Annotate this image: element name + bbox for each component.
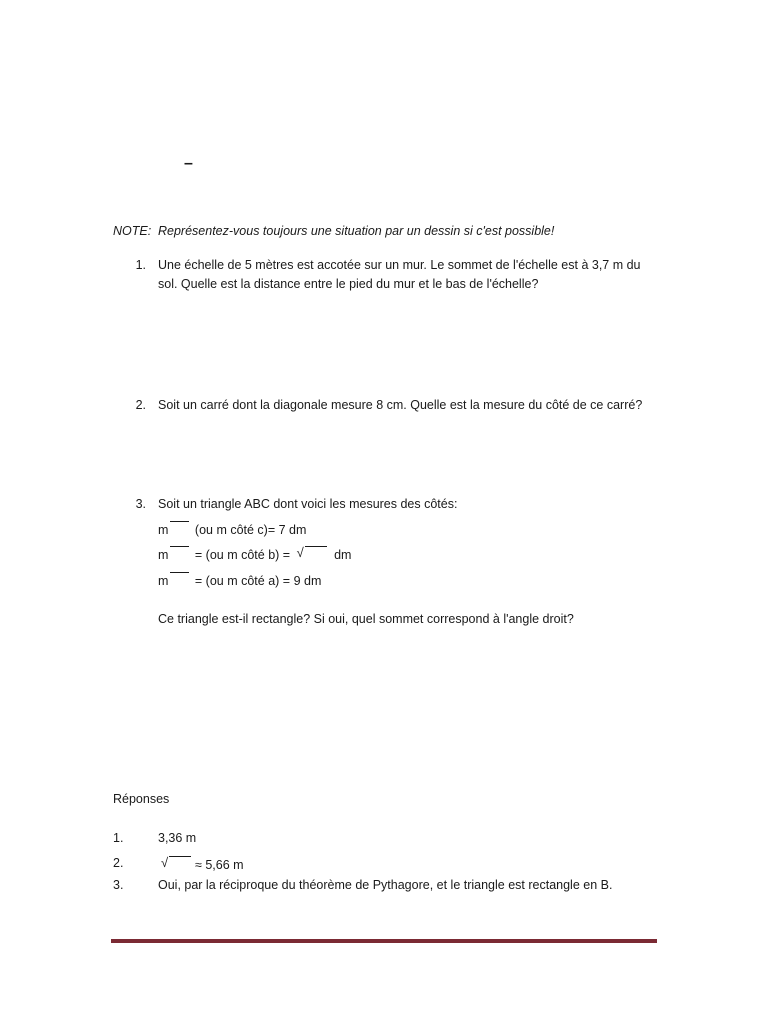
measure-text: = (ou m côté b) =	[194, 548, 291, 562]
answer-1-number: 1.	[113, 831, 124, 845]
question-3-number: 3.	[135, 497, 146, 511]
note-label: NOTE:	[113, 224, 152, 238]
measure-prefix: m	[158, 548, 169, 562]
question-1-line-1: Une échelle de 5 mètres est accotée sur un mur. Le sommet de l'échelle est à 3,7 m du	[158, 258, 641, 272]
answer-2-number: 2.	[113, 856, 124, 870]
note-text: Représentez-vous toujours une situation par un dessin si c'est possible!	[158, 224, 555, 238]
question-3-intro: Soit un triangle ABC dont voici les mesures des côtés:	[158, 497, 458, 511]
measure-unit: dm	[334, 548, 352, 562]
answer-3-number: 3.	[113, 878, 124, 892]
measure-prefix: m	[158, 523, 169, 537]
answer-3-text: Oui, par la réciproque du théorème de Pythagore, et le triangle est rectangle en B.	[158, 878, 613, 892]
measure-side-b	[158, 546, 351, 562]
footer-rule	[111, 939, 657, 943]
question-1-number: 1.	[135, 258, 146, 272]
answers-title: Réponses	[113, 792, 170, 806]
measure-side-a	[158, 572, 321, 588]
square-root-symbol: √	[297, 546, 327, 562]
question-1-line-2: sol. Quelle est la distance entre le pied du mur et le bas de l'échelle?	[158, 277, 539, 291]
segment-overline	[170, 572, 189, 583]
answer-2-content	[158, 856, 244, 872]
answer-2-text: ≈ 5,66 m	[195, 858, 244, 872]
measure-side-c	[158, 521, 306, 537]
measure-text: = (ou m côté a) = 9 dm	[194, 574, 322, 588]
measure-prefix: m	[158, 574, 169, 588]
square-root-symbol: √	[161, 856, 191, 872]
segment-overline	[170, 521, 189, 532]
measure-text: (ou m côté c)= 7 dm	[194, 523, 307, 537]
header-dash: –	[184, 155, 193, 172]
question-2-text: Soit un carré dont la diagonale mesure 8 cm. Quelle est la mesure du côté de ce carré?	[158, 398, 643, 412]
segment-overline	[170, 546, 189, 557]
answer-1-text: 3,36 m	[158, 831, 197, 845]
question-3-question: Ce triangle est-il rectangle? Si oui, quel sommet correspond à l'angle droit?	[158, 612, 574, 626]
question-2-number: 2.	[135, 398, 146, 412]
